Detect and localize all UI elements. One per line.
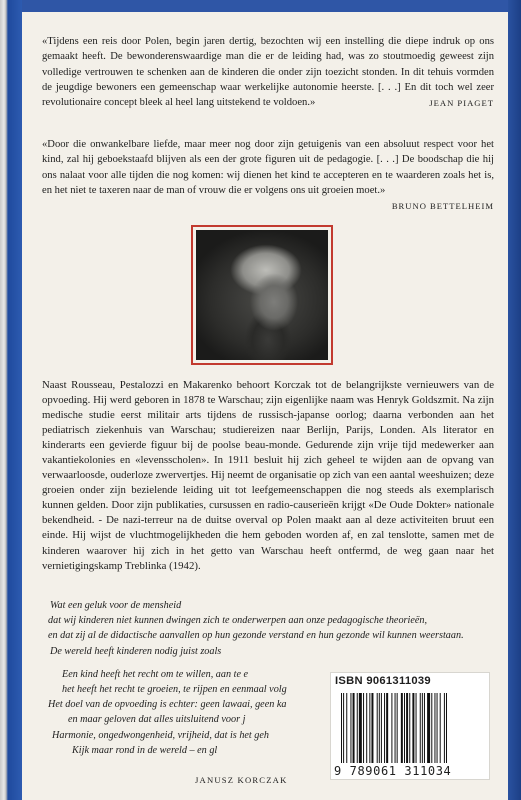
- biography-text: Naast Rousseau, Pestalozzi en Makarenko behoort Korczak tot de belangrijkste vernieuwers van de opvoeding. Hij werd geboren in 1878 te Warschau; zijn eigenlijke naam was Henryk Goldszmit. Na zijn medische studie eerst militair arts tijdens de russisch-japanse oorlog; daarna verbonden aan het pediatrisch ziekenhuis van Warschau; studiereizen naar Berlijn, Parijs, Londen. Als literator en kinderarts een gevierde figuur bij de poolse beau-monde. Gedurende zijn vrije tijd medewerker aan vakantiekolonies en «levensscholen». In 1911 besluit hij zich geheel te wijden aan de opvang van verwaarloosde, ouderloze zwervertjes. Hij neemt de organisatie op zich van een aantal weeshuizen; deze groeien onder zijn bezielende leiding uit tot leefgemeenschappen die nog steeds als exemplarisch kunnen gelden. Door zijn publikaties, cursussen en radio-causerieën krijgt «De Oude Dokter» nationale bekendheid. - De nazi-terreur na de duitse overval op Polen maakt aan al deze activiteiten bruut een einde. Hij wijst de vluchtmogelijkheden die hem geboden worden af, en zal tenslotte, samen met de kinderen waarover hij zich in het getto van Warschau heeft ontfermd, de weg gaan naar het vernietigingskamp Treblinka (1942).: [42, 379, 494, 572]
- poem-line: Wat een geluk voor de mensheid: [50, 600, 182, 611]
- barcode-bar: [377, 693, 378, 763]
- barcode-bar: [395, 693, 396, 763]
- barcode-bar: [416, 693, 417, 763]
- book-spine: [0, 0, 22, 800]
- barcode-bar: [434, 693, 435, 763]
- barcode-bar: [359, 693, 362, 763]
- barcode-label: [330, 672, 490, 780]
- portrait-frame: [191, 225, 333, 365]
- barcode-bar: [440, 693, 441, 763]
- portrait-photo: [196, 230, 328, 360]
- barcode-bar: [427, 693, 430, 763]
- barcode-bar: [420, 693, 421, 763]
- barcode-bar: [424, 693, 425, 763]
- stanza-gap: [48, 659, 494, 667]
- poem-line: De wereld heeft kinderen nodig juist zoals: [50, 645, 222, 657]
- quote-text: «Tijdens een reis door Polen, begin jaren dertig, bezochten wij een instelling die diepe indruk op ons gemaakt heeft. De bewonderenswaardige man die er de leiding had, was zo stoutmoedig geweest zijn volledige vertrouwen te schenken aan de kinderen die onder zijn toezicht stonden. In dit tehuis vormden de jeugdige bewoners een gemeenschap waar werkelijke autonomie heerste. [. . .] En dit toch wel zeer revolutionaire concept bleek al heel lang uitstekend te voldoen.»: [42, 36, 494, 109]
- barcode-bar: [346, 693, 347, 763]
- barcode-bar: [366, 693, 367, 763]
- poem-line: Het doel van de opvoeding is echter: geen lawaai, geen ka: [48, 699, 287, 711]
- barcode-bar: [353, 693, 355, 763]
- quote-bettelheim: [42, 137, 494, 214]
- quote-piaget: [42, 34, 494, 111]
- isbn-number: ISBN 9061311039: [335, 675, 431, 687]
- barcode-bar: [406, 693, 408, 763]
- barcode-bar: [391, 693, 392, 763]
- quote-text: «Door die onwankelbare liefde, maar meer nog door zijn getuigenis van een absoluut respect voor het kind, zal hij geboekstaafd blijven als een der grote figuren uit de pedagogie. [. . .] De boodschap die hij ons nalaat voor alle tijden die nog komen: wij dienen het kind te accepteren en te waarderen zoals het is, en het niet te taxeren naar de man of vrouw die er volgens ons uit groeien moet.»: [42, 139, 494, 196]
- poem-line: Harmonie, ongedwongenheid, vrijheid, dat is het geh: [52, 729, 270, 741]
- barcode-bars: [341, 693, 483, 763]
- barcode-bar: [401, 693, 403, 763]
- barcode-bar: [363, 693, 364, 763]
- poem-line: en maar geloven dat alles uitsluitend voor j: [68, 714, 246, 726]
- barcode-bar: [343, 693, 344, 763]
- poem-line: Een kind heeft het recht om te willen, aan te e: [62, 668, 249, 680]
- poem-line: het heeft het recht te groeien, te rijpen en eenmaal volg: [62, 684, 287, 696]
- signature-author: JANUSZ KORCZAK: [195, 775, 288, 785]
- barcode-bar: [379, 693, 380, 763]
- barcode-bar: [431, 693, 432, 763]
- barcode-bar: [437, 693, 438, 763]
- barcode-bar: [350, 693, 351, 763]
- barcode-bar: [381, 693, 382, 763]
- barcode-bar: [409, 693, 410, 763]
- barcode-bar: [341, 693, 342, 763]
- barcode-bar: [369, 693, 370, 763]
- quote-author: BRUNO BETTELHEIM: [391, 201, 494, 212]
- barcode-bar: [446, 693, 447, 763]
- barcode-bar: [404, 693, 405, 763]
- ean-digits: 9 789061 311034: [334, 764, 452, 778]
- quote-author: JEAN PIAGET: [429, 98, 494, 109]
- barcode-bar: [412, 693, 414, 763]
- barcode-bar: [384, 693, 385, 763]
- poem-line: dat wij kinderen niet kunnen dwingen zich te onderwerpen aan onze pedagogische theorieën,: [48, 615, 428, 627]
- barcode-bar: [386, 693, 388, 763]
- barcode-bar: [422, 693, 423, 763]
- poem-line: en dat zij al de didactische aanvallen op hun gezonde verstand en hun gezonde wil kunnen weerstaan.: [48, 630, 464, 642]
- barcode-bar: [444, 693, 445, 763]
- barcode-bar: [357, 693, 358, 763]
- poem-line: Kijk maar rond in de wereld – en gl: [72, 744, 218, 756]
- barcode-bar: [397, 693, 398, 763]
- cover-edge: [508, 0, 521, 800]
- barcode-bar: [371, 693, 373, 763]
